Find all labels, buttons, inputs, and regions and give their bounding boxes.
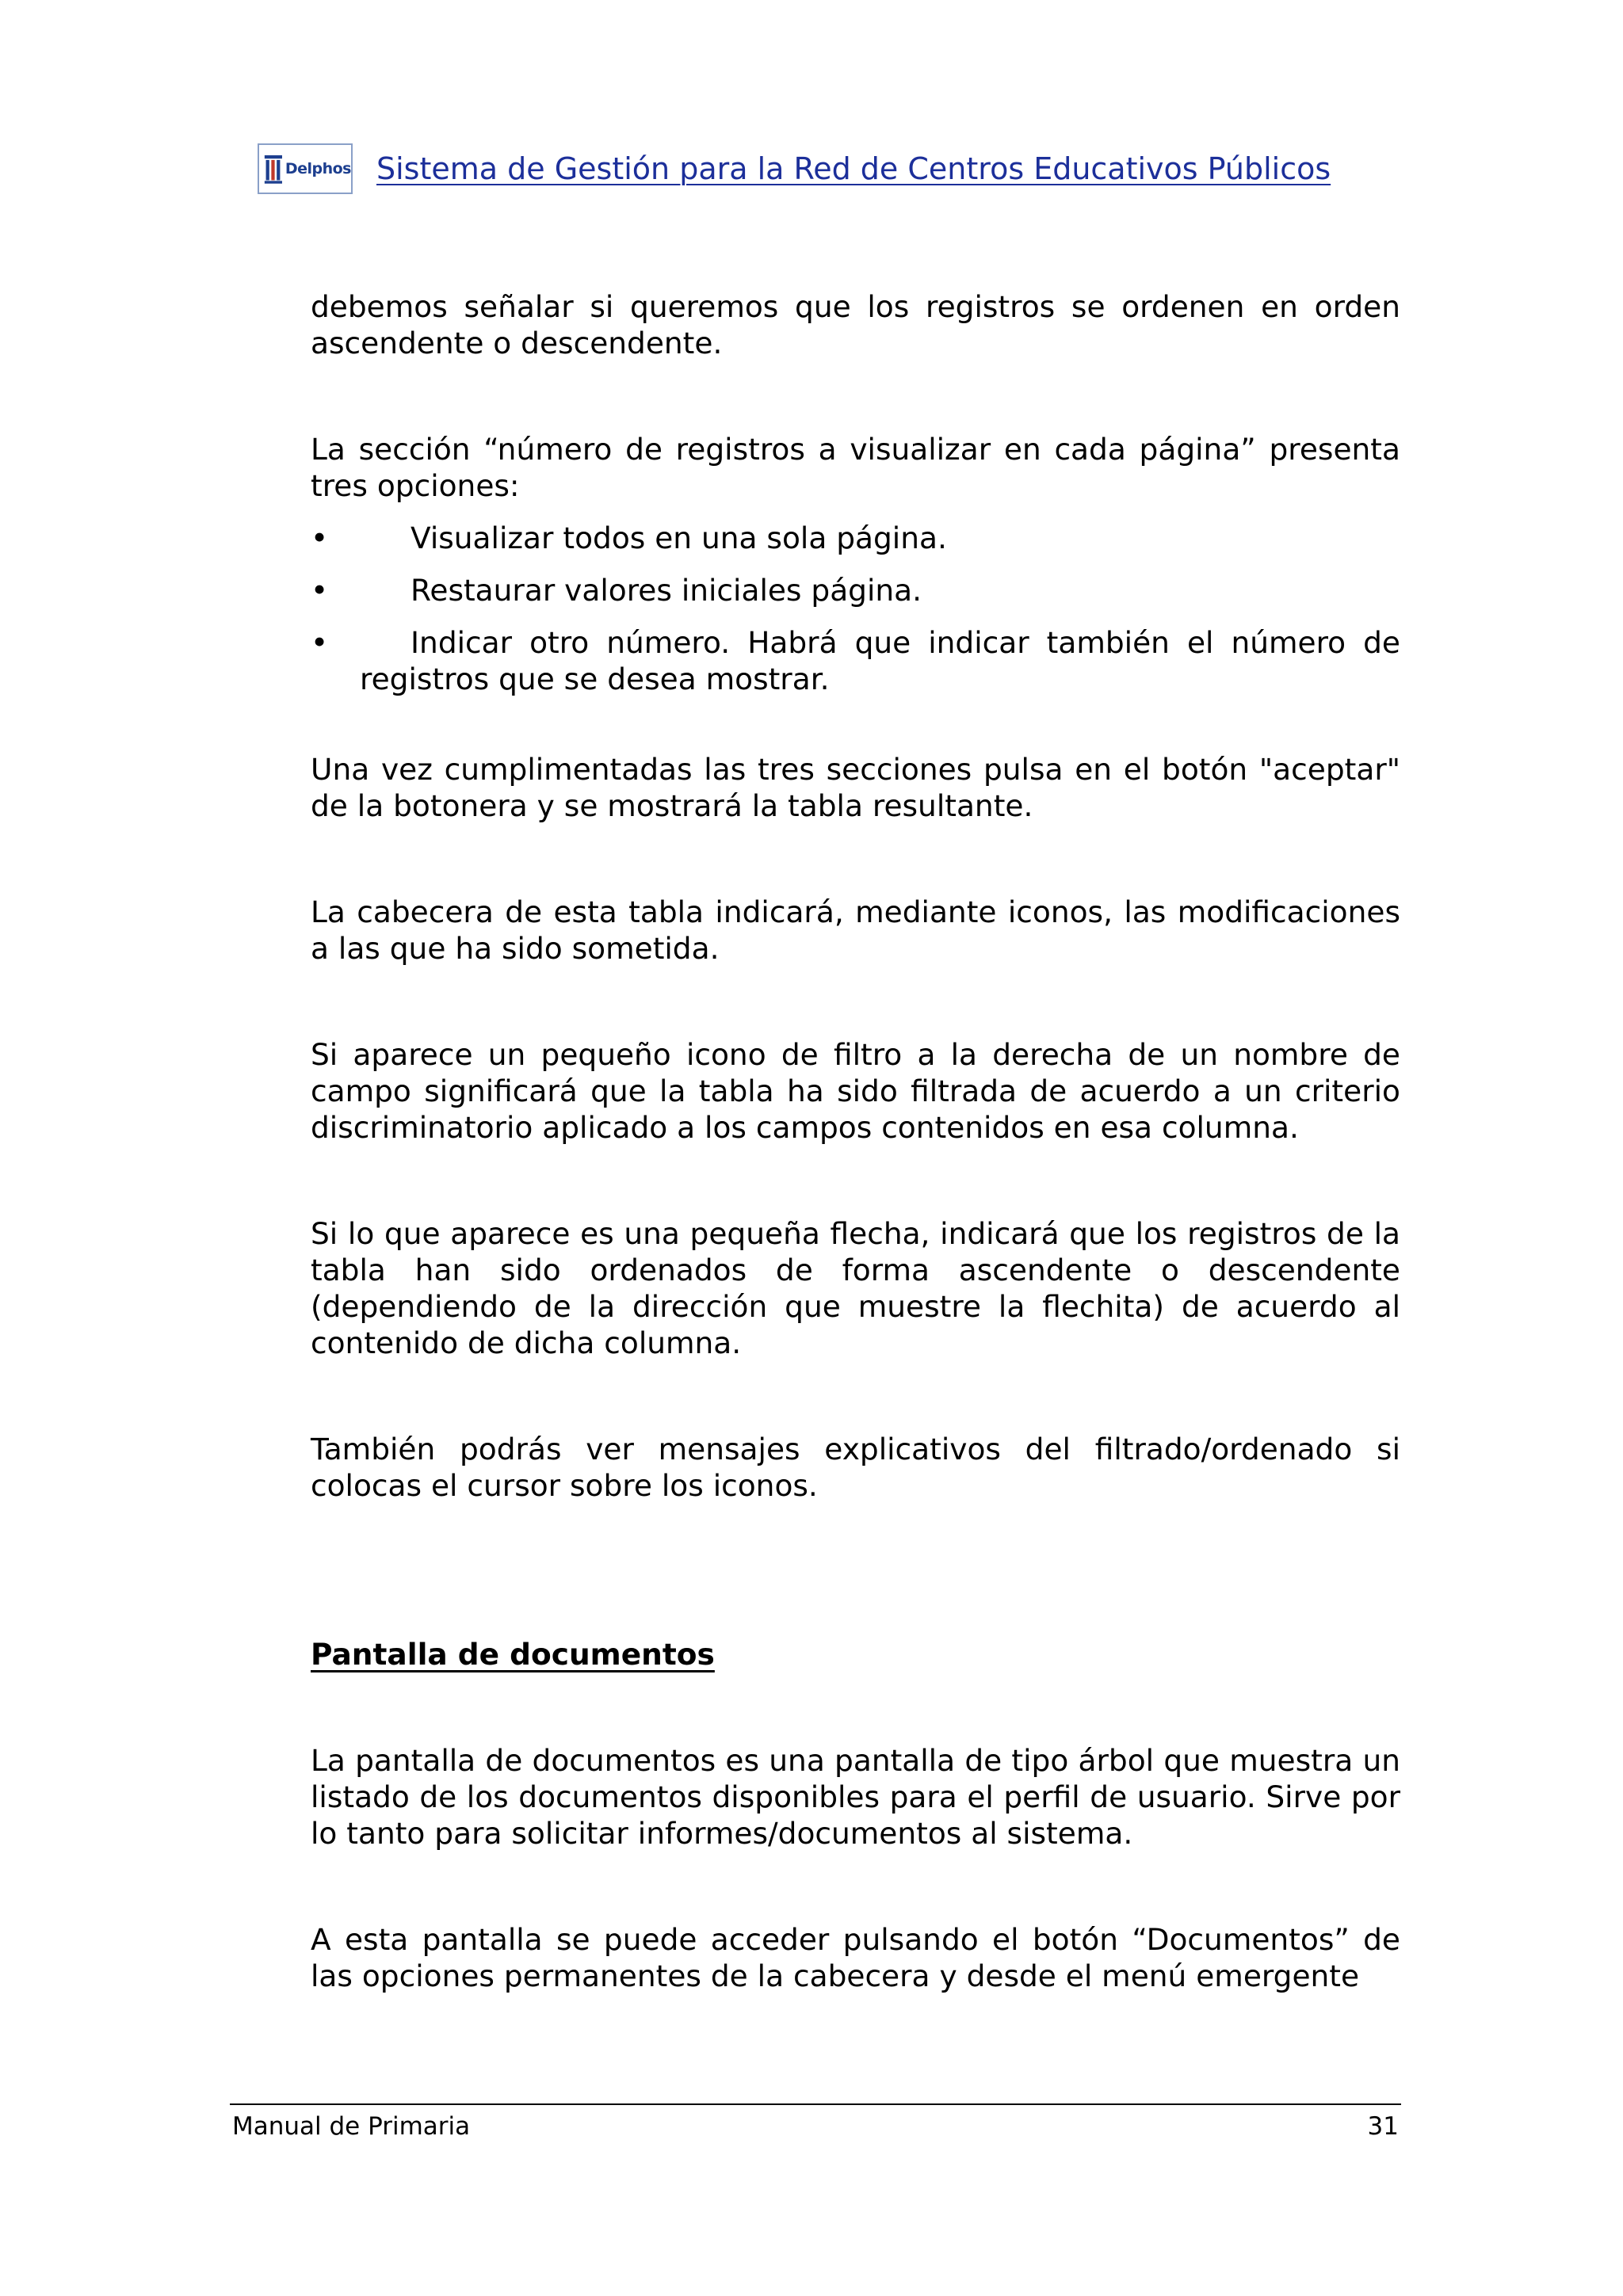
list-item xyxy=(311,520,1400,556)
list-item xyxy=(311,572,1400,608)
list-item-text: Visualizar todos en una sola página. xyxy=(411,521,947,555)
page-number: 31 xyxy=(1367,2112,1399,2141)
delphos-columns-icon xyxy=(264,150,283,188)
footer-divider xyxy=(230,2103,1401,2105)
bullet-icon: • xyxy=(311,521,329,555)
page-header xyxy=(258,143,1331,194)
paragraph: Si lo que aparece es una pequeña flecha, indicará que los registros de la tabla han sido ordenados de forma ascendente o descendente (dependiendo de la dirección que muestre la flechita) de acuerdo al contenido de dicha columna. xyxy=(311,1216,1400,1360)
list-item-text: Indicar otro número. Habrá que indicar también el número de registros que se desea mostrar. xyxy=(360,625,1400,696)
logo-text: Delphos xyxy=(285,160,351,177)
paragraph: La sección “número de registros a visualizar en cada página” presenta tres opciones: xyxy=(311,432,1400,503)
delphos-logo xyxy=(258,143,353,194)
options-list xyxy=(311,520,1400,697)
paragraph: La pantalla de documentos es una pantalla de tipo árbol que muestra un listado de los documentos disponibles para el perfil de usuario. Sirve por lo tanto para solicitar informes/documentos al sistema. xyxy=(311,1743,1400,1851)
list-item xyxy=(311,624,1400,697)
footer-document-name: Manual de Primaria xyxy=(232,2112,471,2141)
paragraph: La cabecera de esta tabla indicará, mediante iconos, las modificaciones a las que ha sido sometida. xyxy=(311,894,1400,966)
page-body xyxy=(311,288,1400,1994)
paragraph: También podrás ver mensajes explicativos del filtrado/ordenado si colocas el cursor sobre los iconos. xyxy=(311,1432,1400,1503)
header-title: Sistema de Gestión para la Red de Centros Educativos Públicos xyxy=(376,151,1331,186)
paragraph: A esta pantalla se puede acceder pulsando el botón “Documentos” de las opciones permanentes de la cabecera y desde el menú emergente xyxy=(311,1922,1400,1993)
bullet-icon: • xyxy=(311,625,329,660)
paragraph: Una vez cumplimentadas las tres secciones pulsa en el botón "aceptar" de la botonera y se mostrará la tabla resultante. xyxy=(311,752,1400,823)
section-title: Pantalla de documentos xyxy=(311,1637,715,1672)
paragraph: Si aparece un pequeño icono de filtro a la derecha de un nombre de campo significará que la tabla ha sido filtrada de acuerdo a un criterio discriminatorio aplicado a los campos contenidos en esa columna. xyxy=(311,1037,1400,1145)
list-item-text: Restaurar valores iniciales página. xyxy=(411,573,922,608)
bullet-icon: • xyxy=(311,573,329,608)
paragraph: debemos señalar si queremos que los registros se ordenen en orden ascendente o descendente. xyxy=(311,289,1400,360)
